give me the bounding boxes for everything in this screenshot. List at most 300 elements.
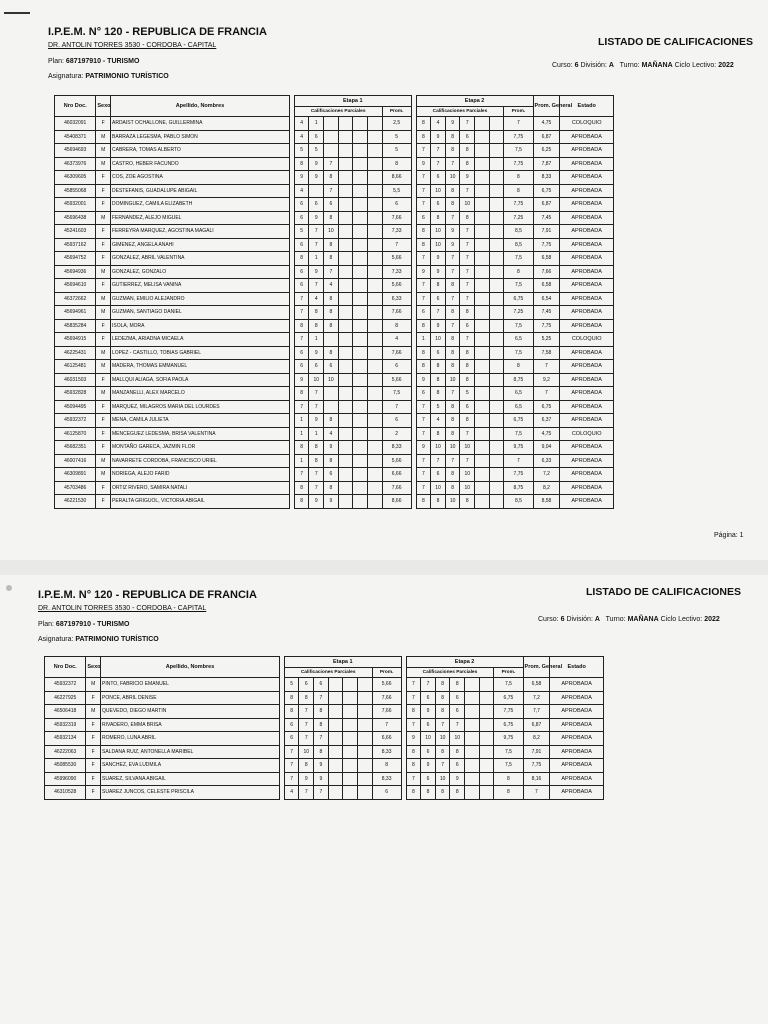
sexo: M: [96, 454, 111, 468]
etapa-2-grade: 8: [445, 427, 460, 441]
division-value: A: [594, 616, 600, 623]
etapa-1-grade: 8: [294, 441, 309, 455]
etapa-2-grade: 8: [460, 360, 475, 374]
etapa-2-grade: 10: [421, 732, 436, 746]
prom-general: 8,33: [533, 171, 560, 185]
etapa-1-grade: 7: [309, 387, 324, 401]
etapa-1-grade: 8: [324, 319, 339, 333]
etapa-2-grade: [489, 157, 504, 171]
etapa-1-grade: 8: [294, 495, 309, 509]
etapa-1-grade: 6: [309, 360, 324, 374]
school-name: I.P.E.M. N° 120 - REPUBLICA DE FRANCIA: [48, 26, 267, 38]
etapa-1-grade: [367, 400, 382, 414]
etapa-1-grade: [353, 319, 368, 333]
estado: APROBADA: [550, 678, 604, 692]
prom-general: 7,2: [533, 468, 560, 482]
table-row: [55, 238, 614, 252]
prom-general: 5,25: [533, 333, 560, 347]
table-row: [55, 400, 614, 414]
etapa-2-grade: [479, 705, 494, 719]
etapa-1-grade: 8: [294, 157, 309, 171]
etapa-1-prom: 5,66: [382, 454, 411, 468]
etapa-2-grade: [475, 279, 490, 293]
etapa-2-grade: 9: [416, 441, 431, 455]
etapa-2-grade: 7: [460, 265, 475, 279]
estado: APROBADA: [560, 225, 614, 239]
etapa-2-grade: 8: [460, 373, 475, 387]
etapa-2-grade: 7: [450, 718, 465, 732]
etapa-2-grade: 8: [460, 495, 475, 509]
ciclo-value: 2022: [704, 616, 720, 623]
etapa-2-grade: [475, 117, 490, 131]
asignatura-label: Asignatura:: [48, 73, 84, 80]
etapa-1-grade: 7: [294, 400, 309, 414]
sexo: M: [96, 346, 111, 360]
etapa-2-grade: [475, 333, 490, 347]
etapa-2-grade: 7: [416, 171, 431, 185]
etapa-1-grade: [367, 373, 382, 387]
etapa-2-grade: [475, 373, 490, 387]
etapa-1-grade: 8: [324, 454, 339, 468]
prom-general: 6,75: [533, 400, 560, 414]
etapa-2-grade: 6: [431, 171, 446, 185]
etapa-1-grade: 4: [309, 292, 324, 306]
etapa-1-grade: 7: [299, 718, 314, 732]
etapa-1-grade: [324, 400, 339, 414]
etapa-1-grade: 5: [294, 144, 309, 158]
estado: APROBADA: [560, 400, 614, 414]
etapa-1-grade: [353, 225, 368, 239]
etapa-1-grade: [338, 400, 353, 414]
etapa-1-grade: [343, 745, 358, 759]
sexo: F: [96, 225, 111, 239]
etapa-1-prom: 7,66: [372, 705, 401, 719]
etapa-2-grade: [475, 171, 490, 185]
etapa-1-grade: [338, 454, 353, 468]
sexo: M: [96, 360, 111, 374]
etapa-1-grade: 7: [299, 786, 314, 800]
estado: APROBADA: [550, 745, 604, 759]
etapa-2-grade: 8: [460, 144, 475, 158]
etapa-1-grade: [353, 117, 368, 131]
etapa-2-grade: [479, 759, 494, 773]
prom-general: 9,2: [533, 373, 560, 387]
etapa-2-grade: 7: [460, 279, 475, 293]
etapa-1-grade: 9: [309, 211, 324, 225]
student-name: DOMINGUEZ, CAMILA ELIZABETH: [111, 198, 290, 212]
etapa-2-grade: 6: [416, 387, 431, 401]
etapa-2-grade: 9: [421, 705, 436, 719]
student-name: GONZALEZ, GONZALO: [111, 265, 290, 279]
etapa-1-grade: [338, 157, 353, 171]
etapa-1-grade: [367, 157, 382, 171]
etapa-1-prom: 5,66: [382, 252, 411, 266]
prom-general: 8,2: [523, 732, 550, 746]
etapa-1-grade: [324, 130, 339, 144]
etapa-2-prom: 8: [504, 265, 533, 279]
etapa-1-grade: [328, 705, 343, 719]
doc-number: 45696438: [55, 211, 96, 225]
etapa-1-grade: 9: [309, 414, 324, 428]
etapa-1-prom: 7: [382, 400, 411, 414]
etapa-2-grade: 8: [435, 786, 450, 800]
etapa-2-grade: 8: [445, 360, 460, 374]
etapa-2-grade: 7: [416, 400, 431, 414]
doc-number: 45694915: [55, 333, 96, 347]
student-name: MARQUEZ, MILAGROS MARIA DEL LOURDES: [111, 400, 290, 414]
curso-value: 6: [574, 62, 579, 69]
etapa-2-grade: 1: [416, 333, 431, 347]
etapa-1-grade: [338, 373, 353, 387]
etapa-1-grade: 1: [309, 117, 324, 131]
etapa-2-prom: 7,5: [504, 319, 533, 333]
sexo: M: [96, 265, 111, 279]
table-row: [55, 346, 614, 360]
school-address: DR. ANTOLIN TORRES 3530 - CORDOBA - CAPITAL: [38, 605, 207, 612]
etapa-1-grade: 7: [299, 705, 314, 719]
etapa-2-prom: 7,5: [504, 279, 533, 293]
etapa-2-prom: 6,75: [504, 414, 533, 428]
etapa-2-grade: 8: [431, 387, 446, 401]
etapa-2-grade: [479, 678, 494, 692]
etapa-2-grade: [489, 441, 504, 455]
etapa-1-grade: [353, 360, 368, 374]
prom-general: 6,75: [533, 184, 560, 198]
etapa-1-grade: [328, 732, 343, 746]
prom-general: 7: [533, 387, 560, 401]
etapa-1-grade: 7: [324, 184, 339, 198]
etapa-1-prom: 6: [382, 198, 411, 212]
etapa-1-grade: [338, 184, 353, 198]
etapa-2-grade: 9: [431, 252, 446, 266]
etapa-2-prom: 6,5: [504, 400, 533, 414]
student-name: PERALTA GRIGUOL, VICTORIA ABIGAIL: [111, 495, 290, 509]
etapa-2-prom: 7: [504, 454, 533, 468]
plan-value: 687197910 - TURISMO: [55, 621, 130, 628]
etapa-2-grade: [465, 759, 480, 773]
student-name: GUTIERREZ, MELISA VANINA: [111, 279, 290, 293]
etapa-1-grade: [367, 468, 382, 482]
student-name: QUEVEDO, DIEGO MARTIN: [101, 705, 280, 719]
etapa-1-grade: 7: [284, 745, 299, 759]
etapa-1-prom: 8: [382, 319, 411, 333]
etapa-1-prom: 7,5: [382, 387, 411, 401]
etapa-1-grade: 6: [324, 198, 339, 212]
prom-general: 6,33: [533, 454, 560, 468]
listado-title: LISTADO DE CALIFICACIONES: [598, 36, 753, 48]
doc-number: 45408371: [55, 130, 96, 144]
student-name: LEDEZMA, ARIADNA MICAELA: [111, 333, 290, 347]
etapa-2-grade: 10: [460, 441, 475, 455]
etapa-1-prom: 5: [382, 144, 411, 158]
etapa-1-grade: 1: [294, 454, 309, 468]
sexo: M: [96, 292, 111, 306]
etapa-1-prom: 2: [382, 427, 411, 441]
table-row: [55, 279, 614, 293]
etapa-2-grade: 10: [460, 468, 475, 482]
etapa-1-prom: 2,5: [382, 117, 411, 131]
student-name: GIMENEZ, ANGELA ANAHI: [111, 238, 290, 252]
student-name: GUZMAN, SANTIAGO DANIEL: [111, 306, 290, 320]
etapa-2-grade: 10: [431, 238, 446, 252]
etapa-2-grade: 6: [431, 346, 446, 360]
etapa-2-grade: [475, 265, 490, 279]
prom-general: 4,75: [533, 117, 560, 131]
etapa-1-grade: 7: [299, 732, 314, 746]
etapa-2-prom: 8,5: [504, 238, 533, 252]
etapa-1-prom: 7,33: [382, 265, 411, 279]
etapa-2-grade: [489, 373, 504, 387]
etapa-1-grade: [353, 238, 368, 252]
etapa-1-grade: [338, 211, 353, 225]
estado: APROBADA: [560, 414, 614, 428]
student-name: MENA, CAMILA JULIETA: [111, 414, 290, 428]
etapa-1-grade: 6: [294, 265, 309, 279]
sexo: F: [96, 400, 111, 414]
etapa-1-grade: 5: [284, 678, 299, 692]
etapa-1-grade: 5: [294, 225, 309, 239]
etapa-2-prom: 8,5: [504, 225, 533, 239]
etapa-1-grade: [338, 346, 353, 360]
table-row: [45, 691, 604, 705]
etapa-1-grade: 7: [309, 225, 324, 239]
table-row: [45, 759, 604, 773]
etapa-1-prom: 7: [372, 718, 401, 732]
doc-number: 46125481: [55, 360, 96, 374]
student-name: ROMERO, LUNA ABRIL: [101, 732, 280, 746]
etapa-2-grade: 5: [431, 400, 446, 414]
table-row: [45, 745, 604, 759]
etapa-1-prom: 6,66: [382, 468, 411, 482]
sexo: F: [96, 495, 111, 509]
etapa-2-grade: 8: [431, 373, 446, 387]
etapa-1-grade: [338, 252, 353, 266]
etapa-1-grade: [357, 732, 372, 746]
etapa-2-prom: 6,75: [494, 691, 523, 705]
etapa-2-grade: 8: [435, 678, 450, 692]
prom-general: 6,54: [533, 292, 560, 306]
etapa-1-grade: [353, 306, 368, 320]
etapa-2-grade: [475, 292, 490, 306]
etapa-2-grade: 8: [445, 306, 460, 320]
etapa-2-grade: 6: [450, 705, 465, 719]
etapa-2-grade: 9: [445, 238, 460, 252]
curso-line: [538, 616, 720, 623]
etapa-1-prom: 8,33: [372, 745, 401, 759]
sexo: F: [86, 691, 101, 705]
doc-number: 45932828: [55, 387, 96, 401]
etapa-2-grade: [489, 171, 504, 185]
table-row: [45, 786, 604, 800]
student-name: SALDANA RUIZ, ANTONELLA MARIBEL: [101, 745, 280, 759]
etapa-1-grade: [353, 252, 368, 266]
etapa-2-grade: 10: [445, 441, 460, 455]
etapa-2-grade: [465, 718, 480, 732]
etapa-2-grade: 7: [460, 427, 475, 441]
etapa-2-grade: [479, 786, 494, 800]
etapa-2-grade: 7: [445, 157, 460, 171]
etapa-1-grade: 8: [324, 211, 339, 225]
etapa-1-grade: 6: [294, 198, 309, 212]
estado: COLOQUIO: [560, 117, 614, 131]
etapa-2-grade: 6: [450, 759, 465, 773]
estado: APROBADA: [560, 306, 614, 320]
doc-number: 46309891: [55, 468, 96, 482]
doc-number: 46373976: [55, 157, 96, 171]
division-label: División:: [566, 616, 593, 623]
etapa-2-grade: [489, 346, 504, 360]
etapa-2-grade: [489, 306, 504, 320]
asignatura-label: Asignatura:: [38, 636, 74, 643]
etapa-2-grade: 8: [406, 745, 421, 759]
etapa-2-grade: 9: [421, 759, 436, 773]
table-row: [55, 252, 614, 266]
student-name: FERREYRA MARQUEZ, AGOSTINA MAGALI: [111, 225, 290, 239]
etapa-2-prom: 7,75: [494, 705, 523, 719]
sexo: M: [96, 130, 111, 144]
etapa-2-grade: [475, 427, 490, 441]
etapa-2-prom: 7,75: [504, 468, 533, 482]
etapa-2-grade: 7: [416, 454, 431, 468]
etapa-1-grade: [338, 360, 353, 374]
etapa-1-grade: 10: [309, 373, 324, 387]
estado: APROBADA: [560, 346, 614, 360]
etapa-1-grade: 6: [309, 198, 324, 212]
etapa-1-grade: [367, 117, 382, 131]
estado: APROBADA: [560, 495, 614, 509]
etapa-2-grade: 7: [460, 252, 475, 266]
ciclo-label: Ciclo Lectivo:: [674, 62, 717, 69]
etapa-2-grade: 7: [460, 225, 475, 239]
etapa-1-grade: 9: [324, 441, 339, 455]
etapa-2-grade: 9: [445, 225, 460, 239]
estado: APROBADA: [560, 130, 614, 144]
doc-number: 45694610: [55, 279, 96, 293]
etapa-1-grade: 8: [324, 238, 339, 252]
etapa-2-grade: 8: [445, 279, 460, 293]
etapa-1-grade: 1: [309, 427, 324, 441]
doc-number: 45996090: [45, 772, 86, 786]
etapa-2-grade: 8: [450, 678, 465, 692]
etapa-2-grade: 8: [406, 705, 421, 719]
student-name: NAVARRETE CORDOBA, FRANCISCO URIEL: [111, 454, 290, 468]
etapa-1-prom: 5,5: [382, 184, 411, 198]
doc-number: 46309605: [55, 171, 96, 185]
etapa-2-grade: 5: [460, 387, 475, 401]
sexo: F: [96, 238, 111, 252]
etapa-1-grade: 10: [299, 745, 314, 759]
sexo: F: [96, 441, 111, 455]
sexo: F: [96, 427, 111, 441]
etapa-2-grade: [475, 198, 490, 212]
etapa-2-grade: [489, 360, 504, 374]
etapa-2-grade: 7: [445, 454, 460, 468]
etapa-2-grade: [465, 705, 480, 719]
etapa-1-grade: [343, 772, 358, 786]
etapa-1-prom: 7,66: [382, 211, 411, 225]
etapa-1-grade: [353, 157, 368, 171]
doc-number: 45932001: [55, 198, 96, 212]
turno-value: MAÑANA: [627, 616, 659, 623]
asignatura-line: [48, 73, 169, 80]
doc-number: 46372662: [55, 292, 96, 306]
estado: APROBADA: [550, 759, 604, 773]
etapa-2-grade: 8: [431, 427, 446, 441]
etapa-2-grade: 7: [445, 211, 460, 225]
etapa-1-grade: [367, 238, 382, 252]
student-name: SANCHEZ, EVA LUDMILA: [101, 759, 280, 773]
etapa-2-grade: 8: [445, 198, 460, 212]
student-name: MANZANELLI, ALEX MARCELO: [111, 387, 290, 401]
etapa-2-grade: 7: [406, 691, 421, 705]
etapa-1-grade: [367, 292, 382, 306]
etapa-1-grade: 8: [294, 481, 309, 495]
etapa-2-grade: [489, 252, 504, 266]
etapa-1-grade: [353, 414, 368, 428]
estado: APROBADA: [560, 157, 614, 171]
etapa-1-grade: [338, 225, 353, 239]
etapa-1-grade: 6: [294, 360, 309, 374]
etapa-2-grade: 9: [431, 319, 446, 333]
student-name: MALLQUI ALIAGA, SOFIA PAOLA: [111, 373, 290, 387]
asignatura-line: [38, 636, 159, 643]
etapa-2-grade: [489, 481, 504, 495]
estado: APROBADA: [560, 211, 614, 225]
etapa-1-grade: [338, 306, 353, 320]
etapa-1-grade: [343, 732, 358, 746]
etapa-1-grade: 4: [294, 130, 309, 144]
etapa-1-grade: [338, 414, 353, 428]
turno-label: Turno:: [605, 616, 626, 623]
header-nro-doc: Nro Doc.: [55, 96, 96, 117]
doc-number: 46007416: [55, 454, 96, 468]
etapa-1-grade: 7: [309, 238, 324, 252]
prom-general: 8,58: [533, 495, 560, 509]
etapa-1-grade: [338, 481, 353, 495]
prom-general: 7,87: [533, 157, 560, 171]
header-parciales-etapa-2: Calificaciones Parciales: [406, 668, 494, 678]
etapa-1-grade: 8: [284, 691, 299, 705]
estado: APROBADA: [550, 691, 604, 705]
etapa-1-grade: 6: [294, 279, 309, 293]
etapa-1-grade: 7: [314, 786, 329, 800]
etapa-1-grade: 8: [324, 171, 339, 185]
sexo: F: [96, 373, 111, 387]
etapa-1-grade: [353, 211, 368, 225]
etapa-2-prom: 9,75: [494, 732, 523, 746]
etapa-1-grade: [353, 198, 368, 212]
etapa-2-grade: [489, 211, 504, 225]
etapa-2-grade: [475, 481, 490, 495]
etapa-2-grade: 7: [416, 252, 431, 266]
etapa-1-grade: [357, 691, 372, 705]
prom-general: 7,7: [523, 705, 550, 719]
estado: APROBADA: [560, 481, 614, 495]
etapa-2-grade: 9: [416, 157, 431, 171]
etapa-1-grade: [367, 360, 382, 374]
etapa-1-grade: [338, 265, 353, 279]
table-row: [55, 144, 614, 158]
doc-number: 45937162: [55, 238, 96, 252]
doc-number: 46225431: [55, 346, 96, 360]
etapa-2-prom: 7,5: [504, 427, 533, 441]
etapa-2-grade: 8: [445, 184, 460, 198]
etapa-1-grade: 9: [309, 171, 324, 185]
sexo: F: [96, 171, 111, 185]
sexo: M: [86, 678, 101, 692]
etapa-2-grade: 6: [460, 400, 475, 414]
etapa-1-grade: [338, 495, 353, 509]
